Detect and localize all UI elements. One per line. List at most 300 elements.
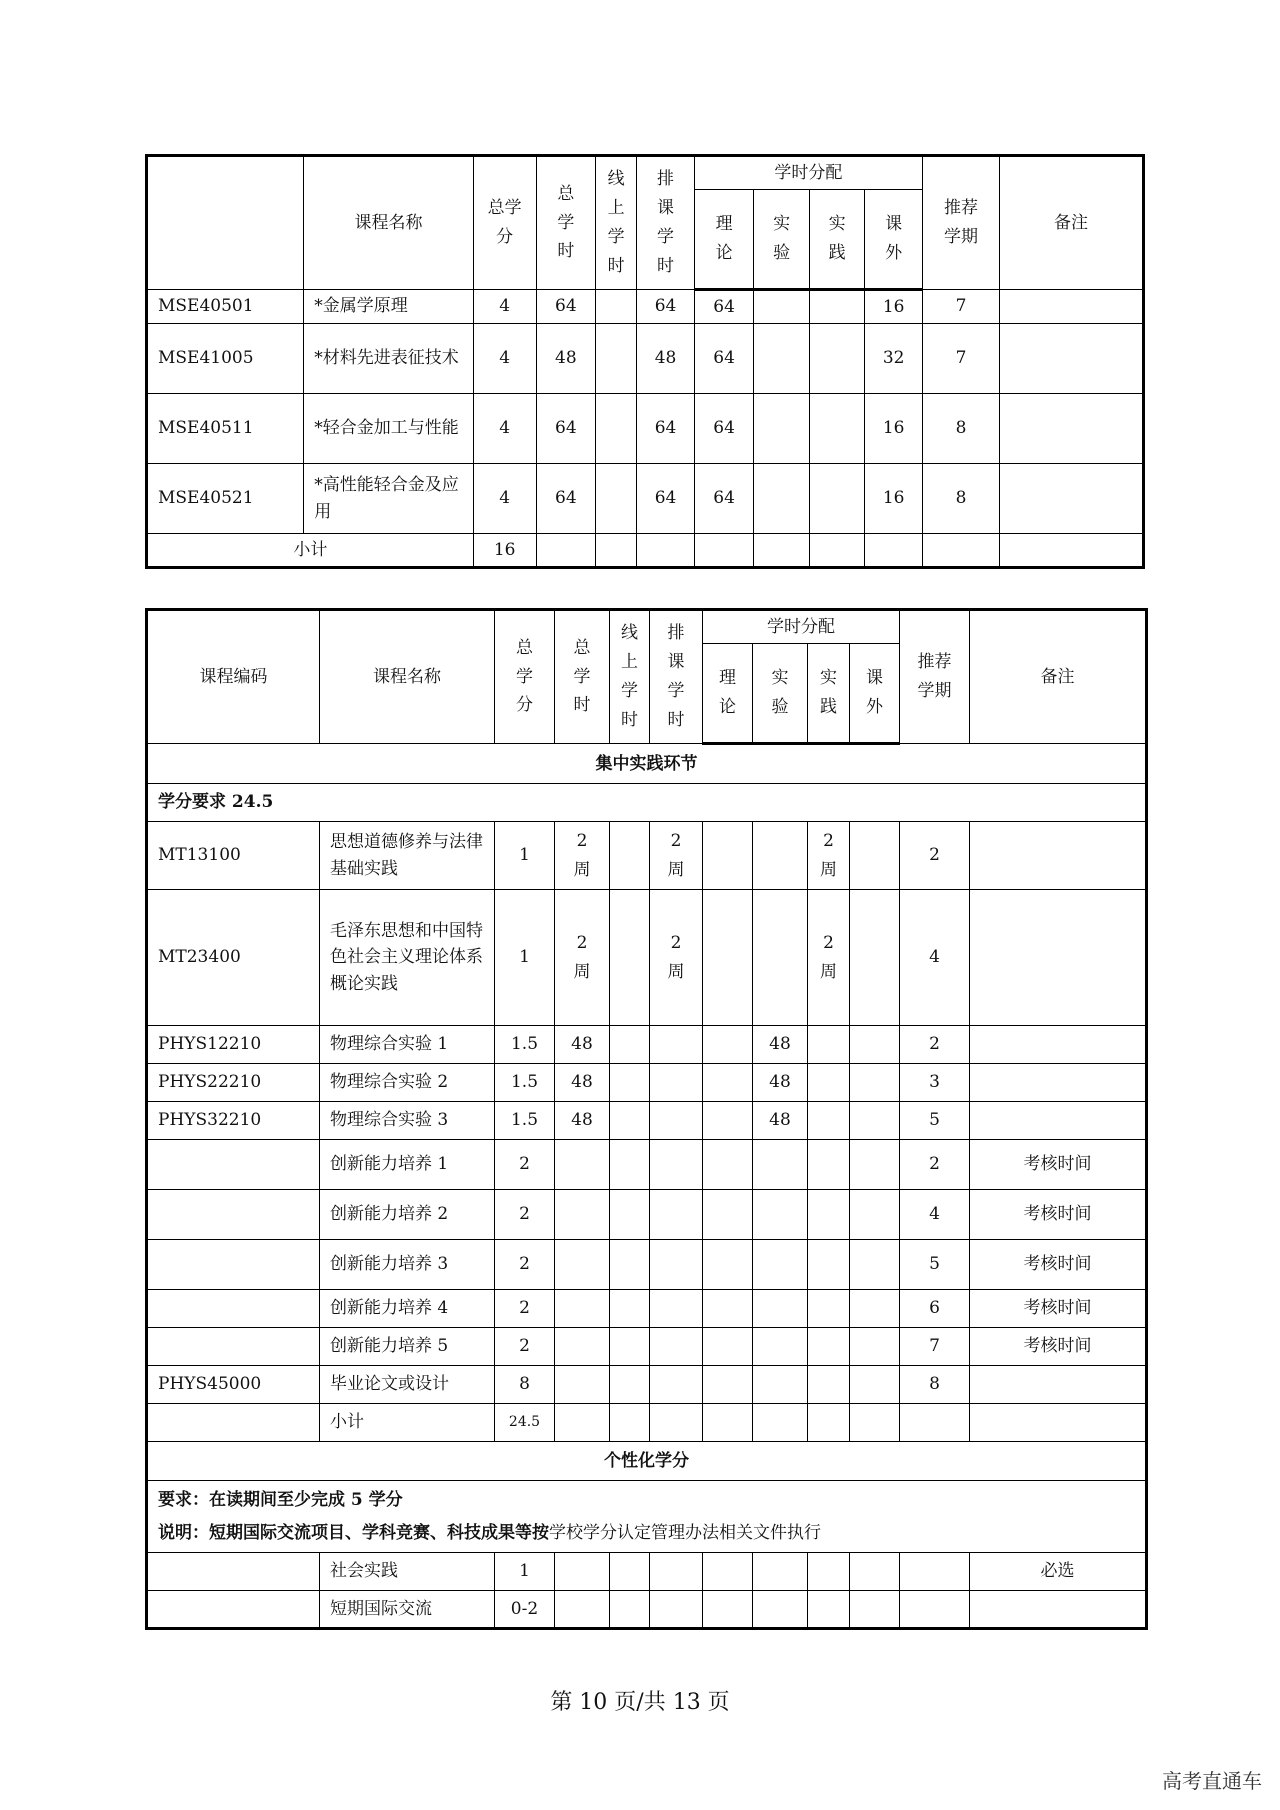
credits: 1.5 [495, 1026, 555, 1064]
online-hours [610, 1064, 650, 1102]
course-code: MT23400 [147, 890, 320, 1026]
header-extracurricular [850, 644, 900, 744]
practice-hours [808, 890, 850, 1026]
credits: 1.5 [495, 1102, 555, 1140]
experiment-hours [753, 1140, 808, 1190]
course-name: *轻合金加工与性能 [304, 394, 474, 464]
header-online [596, 156, 637, 290]
empty-cell [808, 1553, 850, 1591]
hours: 64 [536, 290, 596, 324]
table-row [147, 822, 1147, 890]
experiment-hours: 48 [753, 1102, 808, 1140]
course-name: *高性能轻合金及应用 [304, 464, 474, 534]
extra-hours [850, 1026, 900, 1064]
course-code [147, 1290, 320, 1328]
practice-hours [808, 1290, 850, 1328]
course-code: MSE40501 [147, 290, 304, 324]
empty-cell [753, 1553, 808, 1591]
header-theory [694, 190, 754, 290]
header-experiment [753, 644, 808, 744]
scheduled-hours: 64 [637, 394, 695, 464]
remarks [970, 890, 1147, 1026]
empty-cell [555, 1553, 610, 1591]
empty-cell [900, 1591, 970, 1629]
theory-hours [703, 1140, 753, 1190]
credits: 0-2 [495, 1591, 555, 1629]
credits: 2 [495, 1328, 555, 1366]
empty-cell [850, 1404, 900, 1442]
header-hours [536, 156, 596, 290]
credits: 8 [495, 1366, 555, 1404]
practice-hours [808, 1064, 850, 1102]
online-hours [610, 1366, 650, 1404]
empty-cell [922, 534, 999, 568]
header-credits [495, 610, 555, 744]
extra-hours: 16 [865, 394, 923, 464]
remarks: 考核时间 [970, 1290, 1147, 1328]
course-name: *金属学原理 [304, 290, 474, 324]
section-requirement: 学分要求 24.5 [147, 784, 1147, 822]
empty-cell [1000, 534, 1144, 568]
scheduled-hours [650, 1240, 703, 1290]
theory-hours [703, 1190, 753, 1240]
subtotal-credits: 16 [473, 534, 536, 568]
section-requirement: 要求：在读期间至少完成 5 学分 [158, 1490, 403, 1511]
empty-cell [650, 1404, 703, 1442]
online-hours [596, 394, 637, 464]
header-scheduled-text: 排课学时 [667, 623, 685, 730]
header-practice [809, 190, 865, 290]
online-hours [610, 1240, 650, 1290]
theory-hours [703, 1366, 753, 1404]
table-row [147, 1366, 1147, 1404]
course-code: MSE41005 [147, 324, 304, 394]
table-row [147, 1140, 1147, 1190]
online-hours [596, 290, 637, 324]
course-code: PHYS12210 [147, 1026, 320, 1064]
scheduled-hours [650, 822, 703, 890]
header-name: 课程名称 [304, 156, 474, 290]
semester: 8 [922, 394, 999, 464]
empty-cell [900, 1404, 970, 1442]
practice-hours [808, 1328, 850, 1366]
course-code [147, 1140, 320, 1190]
empty-cell [754, 534, 810, 568]
course-name: 创新能力培养 1 [320, 1140, 495, 1190]
credits: 4 [473, 464, 536, 534]
course-code [147, 1240, 320, 1290]
extra-hours: 16 [865, 464, 923, 534]
hours: 64 [536, 464, 596, 534]
header-semester-text: 推荐学期 [943, 198, 978, 247]
online-hours [610, 1328, 650, 1366]
course-table-2 [145, 608, 1148, 1630]
scheduled-hours [650, 1190, 703, 1240]
header-hours [555, 610, 610, 744]
scheduled-hours: 48 [637, 324, 695, 394]
hours [555, 890, 610, 1026]
experiment-hours [753, 1190, 808, 1240]
practice-hours [809, 464, 865, 534]
scheduled-hours [650, 1290, 703, 1328]
course-name: 毕业论文或设计 [320, 1366, 495, 1404]
theory-hours [703, 1240, 753, 1290]
header-code [147, 156, 304, 290]
experiment-hours [753, 1290, 808, 1328]
online-hours [610, 1190, 650, 1240]
remarks [1000, 324, 1144, 394]
remarks [970, 1026, 1147, 1064]
course-name: 短期国际交流 [320, 1591, 495, 1629]
credits: 4 [473, 324, 536, 394]
experiment-hours [754, 394, 810, 464]
course-name: 创新能力培养 4 [320, 1290, 495, 1328]
course-code [147, 1328, 320, 1366]
table-row [147, 1553, 1147, 1591]
hours: 48 [555, 1064, 610, 1102]
header-remarks: 备注 [1000, 156, 1144, 290]
practice-hours [808, 1102, 850, 1140]
course-code [147, 1553, 320, 1591]
header-online [610, 610, 650, 744]
subtotal-label: 小计 [320, 1404, 495, 1442]
credits: 4 [473, 394, 536, 464]
course-code: PHYS32210 [147, 1102, 320, 1140]
online-hours [610, 1102, 650, 1140]
extra-hours [850, 1290, 900, 1328]
scheduled-hours [650, 1102, 703, 1140]
hours: 64 [536, 394, 596, 464]
header-experiment-text: 实验 [771, 668, 789, 717]
header-hours-text: 总学时 [557, 183, 575, 262]
header-experiment [754, 190, 810, 290]
empty-cell [610, 1591, 650, 1629]
course-name: 思想道德修养与法律基础实践 [320, 822, 495, 890]
course-code: PHYS45000 [147, 1366, 320, 1404]
hours [555, 1366, 610, 1404]
page-footer: 第 10 页/共 13 页 [550, 1690, 730, 1715]
empty-cell [703, 1404, 753, 1442]
empty-cell [900, 1553, 970, 1591]
semester: 7 [900, 1328, 970, 1366]
table-row [147, 394, 1144, 464]
header-distribution: 学时分配 [703, 610, 900, 644]
table-row [147, 464, 1144, 534]
table-row [147, 1026, 1147, 1064]
experiment-hours [754, 290, 810, 324]
empty-cell [703, 1591, 753, 1629]
hours [555, 1290, 610, 1328]
table-row [147, 1290, 1147, 1328]
empty-cell [610, 1404, 650, 1442]
empty-cell [850, 1553, 900, 1591]
hours: 48 [536, 324, 596, 394]
course-name: *材料先进表征技术 [304, 324, 474, 394]
credits: 1 [495, 1553, 555, 1591]
course-code: MSE40521 [147, 464, 304, 534]
online-hours [610, 1026, 650, 1064]
empty-cell [808, 1404, 850, 1442]
experiment-hours [753, 1366, 808, 1404]
extra-hours [850, 1190, 900, 1240]
remarks: 考核时间 [970, 1190, 1147, 1240]
header-semester [900, 610, 970, 744]
practice-hours [808, 1140, 850, 1190]
credits: 2 [495, 1190, 555, 1240]
theory-hours [703, 1102, 753, 1140]
section-note [147, 1481, 1147, 1553]
section-title: 集中实践环节 [147, 744, 1147, 784]
semester: 6 [900, 1290, 970, 1328]
header-credits-text: 总学分 [516, 637, 533, 716]
experiment-hours [753, 890, 808, 1026]
course-name: 物理综合实验 2 [320, 1064, 495, 1102]
extra-hours: 32 [865, 324, 923, 394]
empty-cell [147, 1404, 320, 1442]
extra-hours [850, 1102, 900, 1140]
empty-cell [753, 1404, 808, 1442]
course-code: MT13100 [147, 822, 320, 890]
practice-hours [808, 1026, 850, 1064]
empty-cell [596, 534, 637, 568]
header-scheduled [637, 156, 695, 290]
header-semester [922, 156, 999, 290]
hours [555, 1328, 610, 1366]
remarks [970, 1366, 1147, 1404]
semester: 4 [900, 1190, 970, 1240]
empty-cell [970, 1404, 1147, 1442]
table-row [147, 1190, 1147, 1240]
course-name: 创新能力培养 2 [320, 1190, 495, 1240]
credits: 2 [495, 1240, 555, 1290]
theory-hours: 64 [694, 464, 754, 534]
experiment-hours [754, 464, 810, 534]
header-credits-text: 总学分 [487, 198, 522, 247]
remarks [970, 1064, 1147, 1102]
practice-hours-text: 2周 [820, 830, 837, 880]
course-table-1 [145, 154, 1145, 569]
theory-hours [703, 1290, 753, 1328]
hours-text: 2周 [573, 932, 591, 982]
credits: 2 [495, 1140, 555, 1190]
header-online-text: 线上学时 [621, 623, 638, 730]
extra-hours [850, 1064, 900, 1102]
header-extracurricular-text: 课外 [885, 214, 903, 263]
course-code [147, 1591, 320, 1629]
scheduled-hours: 64 [637, 464, 695, 534]
hours: 48 [555, 1102, 610, 1140]
course-code: MSE40511 [147, 394, 304, 464]
subtotal-credits: 24.5 [495, 1404, 555, 1442]
section-explanation-rest: 学校学分认定管理办法相关文件执行 [549, 1522, 821, 1543]
semester: 7 [922, 290, 999, 324]
course-name: 物理综合实验 1 [320, 1026, 495, 1064]
scheduled-hours [650, 1366, 703, 1404]
remarks: 必选 [970, 1553, 1147, 1591]
theory-hours [703, 1328, 753, 1366]
header-online-text: 线上学时 [607, 169, 625, 276]
online-hours [610, 822, 650, 890]
experiment-hours: 48 [753, 1064, 808, 1102]
online-hours [596, 464, 637, 534]
empty-cell [536, 534, 596, 568]
empty-cell [650, 1553, 703, 1591]
credits: 1.5 [495, 1064, 555, 1102]
scheduled-hours: 64 [637, 290, 695, 324]
online-hours [596, 324, 637, 394]
course-name: 毛泽东思想和中国特色社会主义理论体系概论实践 [320, 890, 495, 1026]
semester: 2 [900, 1026, 970, 1064]
empty-cell [555, 1404, 610, 1442]
header-scheduled [650, 610, 703, 744]
theory-hours: 64 [694, 324, 754, 394]
online-hours [610, 1140, 650, 1190]
extra-hours [850, 1240, 900, 1290]
semester: 8 [922, 464, 999, 534]
experiment-hours [753, 1328, 808, 1366]
empty-cell [650, 1591, 703, 1629]
header-code: 课程编码 [147, 610, 320, 744]
scheduled-hours-text: 2周 [667, 830, 685, 880]
extra-hours [850, 822, 900, 890]
header-remarks: 备注 [970, 610, 1147, 744]
extra-hours [850, 1366, 900, 1404]
extra-hours: 16 [865, 290, 923, 324]
theory-hours [703, 1064, 753, 1102]
theory-hours [703, 1026, 753, 1064]
hours [555, 1240, 610, 1290]
header-semester-text: 推荐学期 [917, 652, 952, 701]
empty-cell [637, 534, 695, 568]
experiment-hours [753, 822, 808, 890]
practice-hours [809, 290, 865, 324]
remarks: 考核时间 [970, 1240, 1147, 1290]
section-explanation [158, 1517, 1139, 1549]
practice-hours [808, 1190, 850, 1240]
extra-hours [850, 890, 900, 1026]
header-practice-text: 实践 [828, 214, 846, 263]
header-practice [808, 644, 850, 744]
theory-hours [703, 822, 753, 890]
hours-text: 2周 [573, 830, 591, 880]
remarks [970, 1102, 1147, 1140]
header-theory [703, 644, 753, 744]
theory-hours [703, 890, 753, 1026]
semester: 2 [900, 822, 970, 890]
online-hours [610, 890, 650, 1026]
course-code: PHYS22210 [147, 1064, 320, 1102]
empty-cell [808, 1591, 850, 1629]
scheduled-hours [650, 890, 703, 1026]
empty-cell [694, 534, 754, 568]
watermark-text: 高考直通车 [1162, 1769, 1262, 1793]
remarks: 考核时间 [970, 1140, 1147, 1190]
course-name: 创新能力培养 5 [320, 1328, 495, 1366]
experiment-hours: 48 [753, 1026, 808, 1064]
credits: 4 [473, 290, 536, 324]
semester: 7 [922, 324, 999, 394]
empty-cell [753, 1591, 808, 1629]
hours [555, 1140, 610, 1190]
semester: 4 [900, 890, 970, 1026]
scheduled-hours [650, 1064, 703, 1102]
empty-cell [850, 1591, 900, 1629]
subtotal-label: 小计 [147, 534, 474, 568]
practice-hours [808, 822, 850, 890]
table-row [147, 324, 1144, 394]
remarks [1000, 394, 1144, 464]
semester: 5 [900, 1102, 970, 1140]
extra-hours [850, 1328, 900, 1366]
table-row [147, 1591, 1147, 1629]
header-distribution: 学时分配 [694, 156, 922, 190]
scheduled-hours [650, 1026, 703, 1064]
section-explanation-bold: 说明：短期国际交流项目、学科竞赛、科技成果等按 [158, 1522, 549, 1543]
credits: 1 [495, 822, 555, 890]
practice-hours-text: 2周 [820, 932, 837, 982]
table-row [147, 1102, 1147, 1140]
course-name: 物理综合实验 3 [320, 1102, 495, 1140]
extra-hours [850, 1140, 900, 1190]
header-experiment-text: 实验 [773, 214, 791, 263]
header-name: 课程名称 [320, 610, 495, 744]
header-scheduled-text: 排课学时 [657, 169, 674, 276]
empty-cell [703, 1553, 753, 1591]
credits: 2 [495, 1290, 555, 1328]
remarks [970, 822, 1147, 890]
empty-cell [610, 1553, 650, 1591]
semester: 3 [900, 1064, 970, 1102]
experiment-hours [753, 1240, 808, 1290]
remarks [1000, 290, 1144, 324]
empty-cell [865, 534, 923, 568]
subtotal-row [147, 534, 1144, 568]
remarks [1000, 464, 1144, 534]
online-hours [610, 1290, 650, 1328]
header-practice-text: 实践 [820, 668, 837, 717]
semester: 8 [900, 1366, 970, 1404]
remarks: 考核时间 [970, 1328, 1147, 1366]
header-theory-text: 理论 [719, 668, 736, 717]
theory-hours: 64 [694, 290, 754, 324]
practice-hours [809, 324, 865, 394]
course-name: 社会实践 [320, 1553, 495, 1591]
hours [555, 1190, 610, 1240]
remarks [970, 1591, 1147, 1629]
scheduled-hours-text: 2周 [667, 932, 685, 982]
semester: 2 [900, 1140, 970, 1190]
table-row [147, 1064, 1147, 1102]
scheduled-hours [650, 1328, 703, 1366]
practice-hours [808, 1366, 850, 1404]
practice-hours [809, 394, 865, 464]
table-row [147, 1240, 1147, 1290]
section-title: 个性化学分 [147, 1442, 1147, 1481]
practice-hours [808, 1240, 850, 1290]
course-name: 创新能力培养 3 [320, 1240, 495, 1290]
header-extracurricular [865, 190, 923, 290]
experiment-hours [754, 324, 810, 394]
empty-cell [809, 534, 865, 568]
table-row [147, 890, 1147, 1026]
hours: 48 [555, 1026, 610, 1064]
credits: 1 [495, 890, 555, 1026]
table-row [147, 1328, 1147, 1366]
header-hours-text: 总学时 [573, 637, 591, 716]
course-code [147, 1190, 320, 1240]
header-extracurricular-text: 课外 [866, 668, 883, 717]
header-credits [473, 156, 536, 290]
